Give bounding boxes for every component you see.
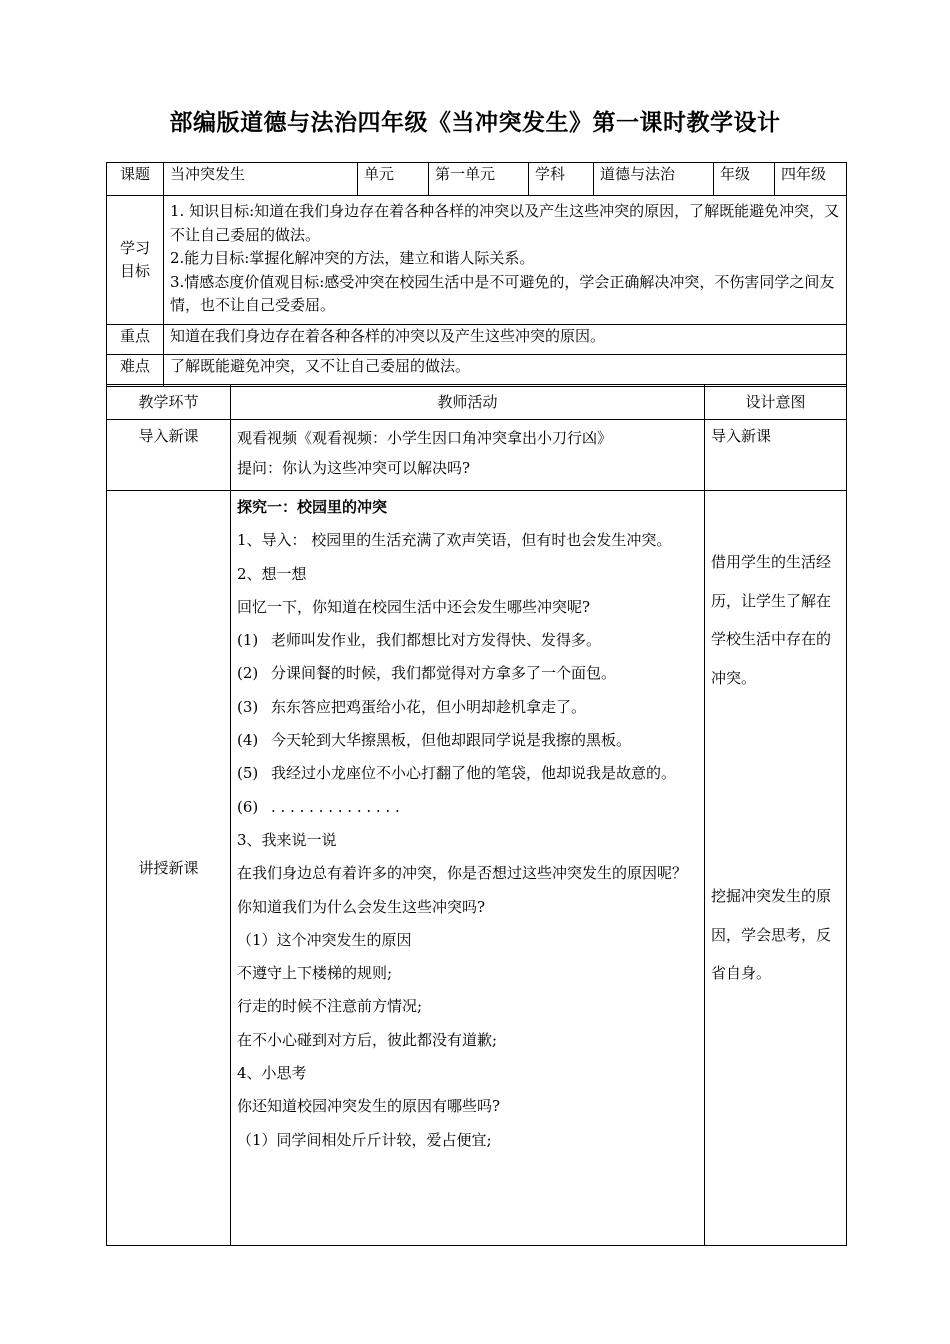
activity-p12: （1）同学间相处斤斤计较，爱占便宜; [237,1130,492,1149]
lesson-row [107,491,847,1246]
goals-label-line2: 目标 [119,261,150,280]
intro-intent: 导入新课 [705,420,847,491]
goal-emotion: 3.情感态度价值观目标:感受冲突在校园生活中是不可避免的，学会正确解决冲突，不伤害同学之间友情，也不让自己受委屈。 [170,272,835,314]
intent-2: 挖掘冲突发生的原因，学会思考，反省自身。 [711,887,832,982]
activity-p11: 你还知道校园冲突发生的原因有哪些吗? [237,1097,501,1116]
intent-1: 借用学生的生活经历，让学生了解在学校生活中存在的冲突。 [711,553,832,687]
list-item: (1) 老师叫发作业，我们都想比对方发得快、发得多。 [237,631,602,650]
activity-p9: 在不小心碰到对方后，彼此都没有道歉; [237,1030,498,1049]
difficulty-label: 难点 [107,354,164,386]
list-item: (3) 东东答应把鸡蛋给小花，但小明却趁机拿走了。 [237,697,587,716]
difficulty-content: 了解既能避免冲突，又不让自己委屈的做法。 [164,354,847,386]
explore-heading: 探究一：校园里的冲突 [237,498,388,516]
goal-knowledge: 1. 知识目标:知道在我们身边存在着各种各样的冲突以及产生这些冲突的原因，了解既能避免冲突，又不让自己委屈的做法。 [170,202,840,244]
lesson-info-table [106,162,847,387]
activity-p2: 2、想一想 [237,564,307,583]
topic-label: 课题 [107,163,164,196]
info-row [107,163,847,196]
subject-value: 道德与法治 [594,163,714,196]
grade-value: 四年级 [775,163,847,196]
difficulty-row [107,354,847,386]
activity-p5: 在我们身边总有着许多的冲突，你是否想过这些冲突发生的原因呢？你知道我们为什么会发生这些冲突吗? [237,864,688,916]
activity-p8: 行走的时候不注意前方情况; [237,997,423,1016]
header-stage: 教学环节 [107,385,231,420]
goals-label [107,196,164,325]
unit-label: 单元 [358,163,429,196]
lesson-stage: 讲授新课 [107,491,231,1246]
header-intent: 设计意图 [705,385,847,420]
teaching-process-table [106,384,847,1246]
lesson-activity [231,491,705,1246]
header-activity: 教师活动 [231,385,705,420]
list-item: (6) . . . . . . . . . . . . . . [237,797,400,816]
activity-p7: 不遵守上下楼梯的规则; [237,964,393,983]
list-item: (2) 分课间餐的时候，我们都觉得对方拿多了一个面包。 [237,664,617,683]
key-row [107,324,847,354]
key-content: 知道在我们身边存在着各种各样的冲突以及产生这些冲突的原因。 [164,324,847,354]
intro-question-line: 提问：你认为这些冲突可以解决吗? [237,459,471,477]
unit-value: 第一单元 [429,163,529,196]
activity-p1: 1、导入： 校园里的生活充满了欢声笑语，但有时也会发生冲突。 [237,531,672,550]
goals-content [164,196,847,325]
activity-p10: 4、小思考 [237,1064,307,1083]
topic-value: 当冲突发生 [164,163,358,196]
subject-label: 学科 [529,163,594,196]
intro-row [107,420,847,491]
document-title: 部编版道德与法治四年级《当冲突发生》第一课时教学设计 [169,109,781,136]
activity-p3: 回忆一下，你知道在校园生活中还会发生哪些冲突呢? [237,597,591,616]
goals-row [107,196,847,325]
list-item: (4) 今天轮到大华擦黑板，但他却跟同学说是我擦的黑板。 [237,731,632,750]
list-item: (5) 我经过小龙座位不小心打翻了他的笔袋，他却说我是故意的。 [237,764,677,783]
intro-stage: 导入新课 [107,420,231,491]
activity-p6: （1）这个冲突发生的原因 [237,930,412,949]
lesson-intent [705,491,847,1246]
intro-video-line: 观看视频《观看视频：小学生因口角冲突拿出小刀行凶》 [237,429,613,447]
header-row [107,385,847,420]
key-label: 重点 [107,324,164,354]
activity-p4: 3、我来说一说 [237,830,337,849]
goal-ability: 2.能力目标:掌握化解冲突的方法，建立和谐人际关系。 [170,249,535,267]
goals-label-line1: 学习 [119,238,150,257]
intro-activity [231,420,705,491]
grade-label: 年级 [714,163,775,196]
